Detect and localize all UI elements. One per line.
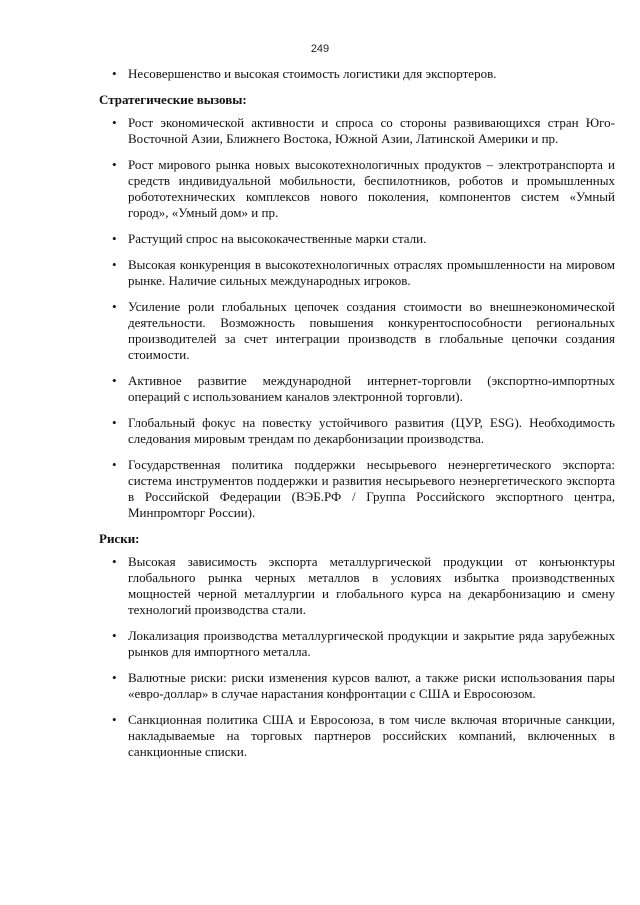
list-item-text: Несовершенство и высокая стоимость логистики для экспортеров. [128, 66, 497, 81]
list-item [104, 66, 615, 82]
list-item-text: Валютные риски: риски изменения курсов валют, а также риски использования пары «евро-доллар» в случае нарастания конфронтации с США и Евросоюзом. [128, 670, 615, 701]
list-item-text: Высокая зависимость экспорта металлургической продукции от конъюнктуры глобального рынка черных металлов в условиях избытка производственных мощностей черной металлургии и глобального курса на декарбонизацию и смену технологий производства стали. [128, 554, 615, 617]
bullet-icon: • [112, 712, 117, 727]
bullet-icon: • [112, 66, 117, 81]
section-heading-risks: Риски: [99, 531, 140, 546]
list-item-text: Санкционная политика США и Евросоюза, в том числе включая вторичные санкции, накладываемые на торговых партнеров российских компаний, включенных в санкционные списки. [128, 712, 615, 759]
list-item [104, 157, 615, 221]
list-item [104, 299, 615, 363]
bullet-icon: • [112, 231, 117, 246]
bullet-icon: • [112, 115, 117, 130]
list-item [104, 712, 615, 760]
bullet-icon: • [112, 628, 117, 643]
list-item-text: Глобальный фокус на повестку устойчивого развития (ЦУР, ESG). Необходимость следования мировым трендам по декарбонизации производства. [128, 415, 615, 446]
bullet-icon: • [112, 373, 117, 388]
bullet-icon: • [112, 299, 117, 314]
bullet-icon: • [112, 415, 117, 430]
list-item-text: Рост мирового рынка новых высокотехнологичных продуктов – электротранспорта и средств индивидуальной мобильности, беспилотников, роботов и промышленных робототехнических комплексов нового поколения, компонентов систем «Умный город», «Умный дом» и пр. [128, 157, 615, 220]
list-item [104, 628, 615, 660]
list-item-text: Растущий спрос на высококачественные марки стали. [128, 231, 427, 246]
bullet-icon: • [112, 554, 117, 569]
list-item [104, 457, 615, 521]
list-item [104, 670, 615, 702]
list-item-text: Государственная политика поддержки несырьевого неэнергетического экспорта: система инструментов поддержки и развития несырьевого неэнергетического экспорта в Российской Федерации (ВЭБ.РФ / Группа Российского экспортного центра, Минпромторг России). [128, 457, 615, 520]
page-number: 249 [310, 43, 330, 55]
strategic-list [104, 115, 615, 521]
list-item [104, 231, 615, 247]
list-item-text: Усиление роли глобальных цепочек создания стоимости во внешнеэкономической деятельности. Возможность повышения конкурентоспособности региональных производителей за счет интеграции производств в глобальные цепочки создания стоимости. [128, 299, 615, 362]
list-item [104, 373, 615, 405]
list-item-text: Локализация производства металлургической продукции и закрытие ряда зарубежных рынков для импортного металла. [128, 628, 615, 659]
list-item [104, 554, 615, 618]
bullet-icon: • [112, 257, 117, 272]
list-item-text: Высокая конкуренция в высокотехнологичных отраслях промышленности на мировом рынке. Наличие сильных международных игроков. [128, 257, 615, 288]
list-item [104, 115, 615, 147]
section-heading-strategic: Стратегические вызовы: [99, 92, 247, 107]
list-item-text: Активное развитие международной интернет-торговли (экспортно-импортных операций с использованием каналов электронной торговли). [128, 373, 615, 404]
bullet-icon: • [112, 457, 117, 472]
list-item [104, 257, 615, 289]
bullet-icon: • [112, 670, 117, 685]
risks-list [104, 554, 615, 760]
page-content [99, 66, 615, 770]
list-item [104, 415, 615, 447]
list-item-text: Рост экономической активности и спроса со стороны развивающихся стран Юго-Восточной Азии, Ближнего Востока, Южной Азии, Латинской Америки и пр. [128, 115, 615, 146]
intro-list [104, 66, 615, 82]
bullet-icon: • [112, 157, 117, 172]
